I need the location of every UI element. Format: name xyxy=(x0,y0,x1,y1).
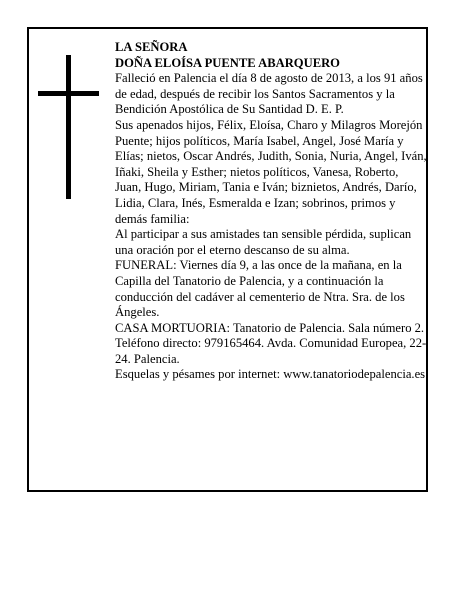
notice-title: LA SEÑORA xyxy=(115,40,188,54)
obituary-notice xyxy=(27,27,428,492)
family-list: Sus apenados hijos, Félix, Eloísa, Charo y Milagros Morejón Puente; hijos políticos, María Isabel, Angel, José María y Elías; nietos, Oscar Andrés, Judith, Sonia, Nuria, Angel, Iván, Iñaki, Sheila y Esther; nietos políticos, Vanesa, Roberto, Juan, Hugo, Miriam, Tania e Iván; biznietos, Andrés, Darío, Lidia, Clara, Inés, Esmeralda e Izan; sobrinos, primos y demás familia: xyxy=(115,117,427,226)
prayer-request: Al participar a sus amistades tan sensible pérdida, suplican una oración por el eterno descanso de su alma. xyxy=(115,227,412,257)
funeral-info: FUNERAL: Viernes día 9, a las once de la mañana, en la Capilla del Tanatorio de Palencia, y a continuación la conducción del cadáver al cementerio de Ntra. Sra. de los Ángeles. xyxy=(115,258,405,320)
internet-condolences: Esquelas y pésames por internet: www.tanatoriodepalencia.es xyxy=(115,367,426,382)
cross-horizontal-bar xyxy=(38,91,99,96)
notice-text xyxy=(115,40,427,383)
cross-vertical-bar xyxy=(66,55,71,199)
mortuary-info: CASA MORTUORIA: Tanatorio de Palencia. Sala número 2. Teléfono directo: 979165464. Avda. Comunidad Europea, 22-24. Palencia. xyxy=(115,320,427,366)
deceased-name: DOÑA ELOÍSA PUENTE ABARQUERO xyxy=(115,55,340,70)
death-announcement: Falleció en Palencia el día 8 de agosto de 2013, a los 91 años de edad, después de recibir los Santos Sacramentos y la Bendición Apostólica de Su Santidad D. E. P. xyxy=(115,71,423,117)
